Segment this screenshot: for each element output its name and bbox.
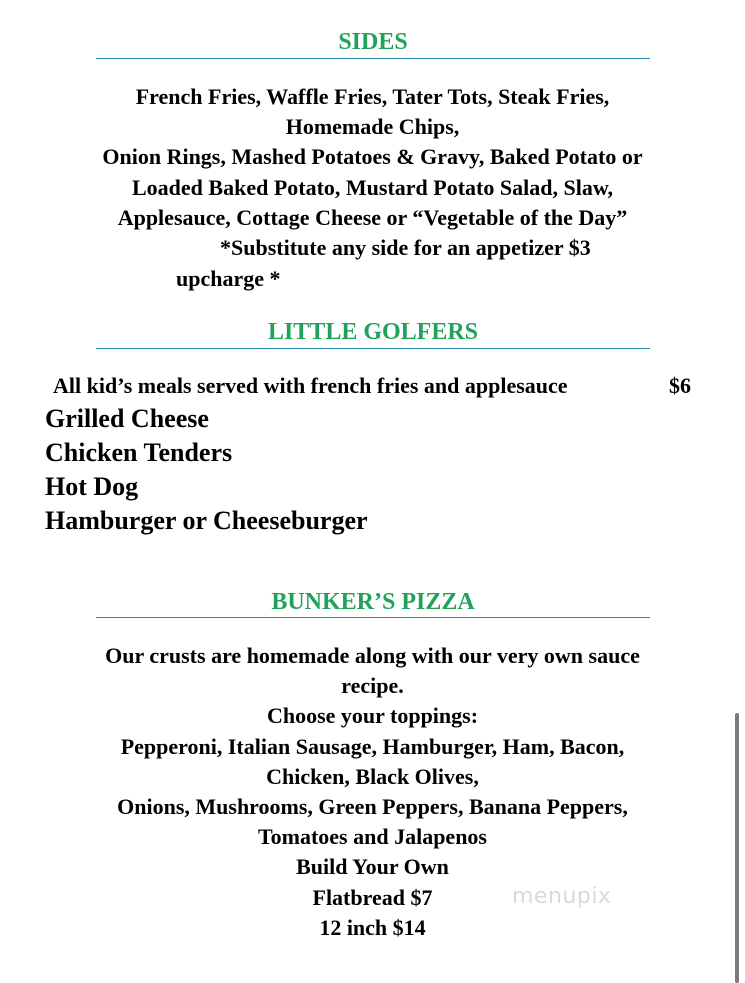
sides-line: Loaded Baked Potato, Mustard Potato Salad, Slaw, — [132, 174, 613, 200]
little-golfers-heading: LITTLE GOLFERS — [267, 319, 479, 345]
kids-item-chicken-tenders: Chicken Tenders — [45, 438, 233, 467]
sides-line: French Fries, Waffle Fries, Tater Tots, Steak Fries, — [135, 84, 610, 109]
sides-divider — [96, 58, 650, 59]
sides-line: Homemade Chips, — [285, 114, 460, 140]
kids-item-hot-dog: Hot Dog — [45, 472, 139, 501]
pizza-line: Our crusts are homemade along with our very own sauce — [105, 643, 640, 668]
sides-line: Onion Rings, Mashed Potatoes & Gravy, Baked Potato or — [102, 144, 643, 170]
substitute-note-continued: upcharge * — [176, 266, 281, 291]
sides-list — [40, 82, 705, 233]
menupix-watermark: menupix — [512, 884, 612, 909]
pizza-heading: BUNKER’S PIZZA — [271, 589, 475, 615]
vertical-scrollbar[interactable] — [735, 713, 739, 983]
sides-line: Applesauce, Cottage Cheese or “Vegetable of the Day” — [117, 204, 628, 230]
pizza-line: Build Your Own — [296, 854, 449, 880]
kids-item-hamburger: Hamburger or Cheeseburger — [45, 506, 368, 535]
pizza-line: Chicken, Black Olives, — [266, 763, 479, 789]
pizza-line: recipe. — [341, 673, 404, 699]
kids-meal-note: All kid’s meals served with french fries and applesauce — [53, 373, 568, 398]
pizza-line: Flatbread $7 — [312, 884, 433, 910]
little-golfers-divider — [96, 348, 650, 349]
substitute-note: *Substitute any side for an appetizer $3 — [220, 235, 591, 260]
kids-item-grilled-cheese: Grilled Cheese — [45, 404, 209, 433]
pizza-divider — [96, 617, 650, 618]
pizza-line: 12 inch $14 — [319, 914, 426, 940]
pizza-line: Tomatoes and Jalapenos — [257, 824, 487, 850]
pizza-line: Onions, Mushrooms, Green Peppers, Banana Peppers, — [117, 794, 628, 820]
sides-heading: SIDES — [338, 29, 408, 55]
kids-meal-price: $6 — [669, 373, 691, 398]
pizza-line: Choose your toppings: — [266, 703, 479, 729]
pizza-line: Pepperoni, Italian Sausage, Hamburger, Ham, Bacon, — [120, 733, 625, 759]
